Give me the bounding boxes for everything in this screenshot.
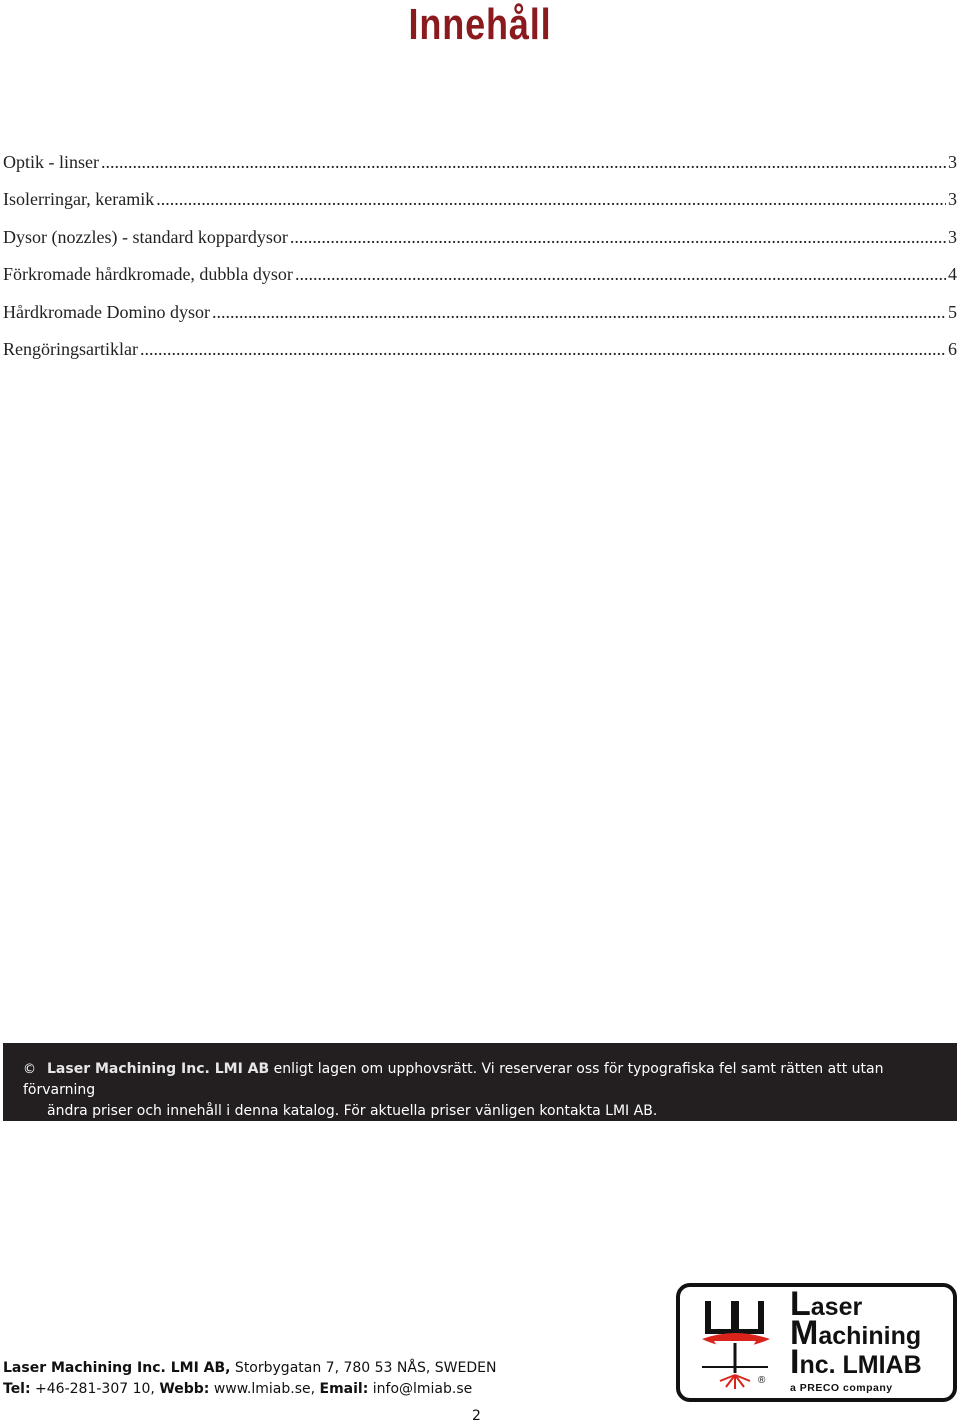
footer-tel: +46-281-307 10, [30, 1381, 160, 1397]
toc-label: Isolerringar, keramik [3, 189, 155, 210]
toc-leader-dots [295, 264, 946, 285]
table-of-contents [3, 152, 957, 376]
toc-leader-dots [101, 152, 946, 173]
toc-row-isolerringar[interactable] [3, 189, 957, 226]
footer-web-link[interactable]: www.lmiab.se, [209, 1381, 320, 1397]
notice-text: enligt lagen om upphovsrätt. Vi reserverar oss för typografiska fel samt rätten att utan förvarning [23, 1061, 884, 1098]
toc-label: Dysor (nozzles) - standard koppardysor [3, 226, 288, 247]
toc-label: Rengöringsartiklar [3, 338, 138, 359]
toc-page-number: 3 [948, 226, 957, 247]
toc-page-number: 3 [948, 152, 957, 172]
footer-street: Storbygatan 7, 780 53 NÅS, SWEDEN [230, 1360, 497, 1376]
toc-leader-dots [140, 339, 946, 360]
logo-line-machining: Machining [790, 1314, 922, 1352]
toc-label: Optik - linser [3, 152, 99, 172]
toc-row-optik[interactable] [3, 152, 957, 189]
toc-row-domino[interactable] [3, 302, 957, 339]
toc-page-number: 6 [948, 338, 957, 359]
toc-page-number: 3 [948, 189, 957, 210]
logo-tagline: a PRECO company [790, 1382, 893, 1394]
footer-contact-line [3, 1379, 496, 1400]
logo-wordmark [790, 1285, 922, 1381]
footer-address-line [3, 1358, 496, 1379]
toc-leader-dots [290, 227, 946, 248]
toc-label: Förkromade hårdkromade, dubbla dysor [3, 264, 293, 285]
logo-line-laser: Laser [790, 1285, 863, 1323]
footer-tel-label: Tel: [3, 1381, 31, 1397]
footer-email-label: Email: [319, 1381, 369, 1397]
toc-page-number: 5 [948, 301, 957, 322]
toc-row-dysor[interactable] [3, 227, 957, 264]
toc-row-forkromade[interactable] [3, 264, 957, 301]
notice-line-2: ändra priser och innehåll i denna katalog. För aktuella priser vänligen kontakta LMI AB. [47, 1103, 658, 1119]
toc-leader-dots [156, 189, 946, 210]
page-title: Innehåll [408, 0, 552, 49]
company-logo [676, 1283, 957, 1402]
logo-line-inc: Inc. LMIAB [790, 1343, 922, 1381]
footer-web-label: Webb: [159, 1381, 210, 1397]
toc-page-number: 4 [948, 264, 957, 285]
toc-row-rengoring[interactable] [3, 339, 957, 376]
toc-label: Hårdkromade Domino dysor [3, 301, 210, 322]
toc-leader-dots [212, 302, 946, 323]
footer-address [3, 1358, 496, 1400]
page-number: 2 [472, 1408, 481, 1424]
notice-line-1 [23, 1059, 939, 1101]
registered-mark: ® [758, 1375, 766, 1386]
copyright-notice [3, 1043, 957, 1121]
notice-company: Laser Machining Inc. LMI AB [47, 1061, 270, 1077]
copyright-icon: © [23, 1062, 36, 1077]
footer-email-link[interactable]: info@lmiab.se [368, 1381, 473, 1397]
footer-company: Laser Machining Inc. LMI AB, [3, 1360, 231, 1376]
